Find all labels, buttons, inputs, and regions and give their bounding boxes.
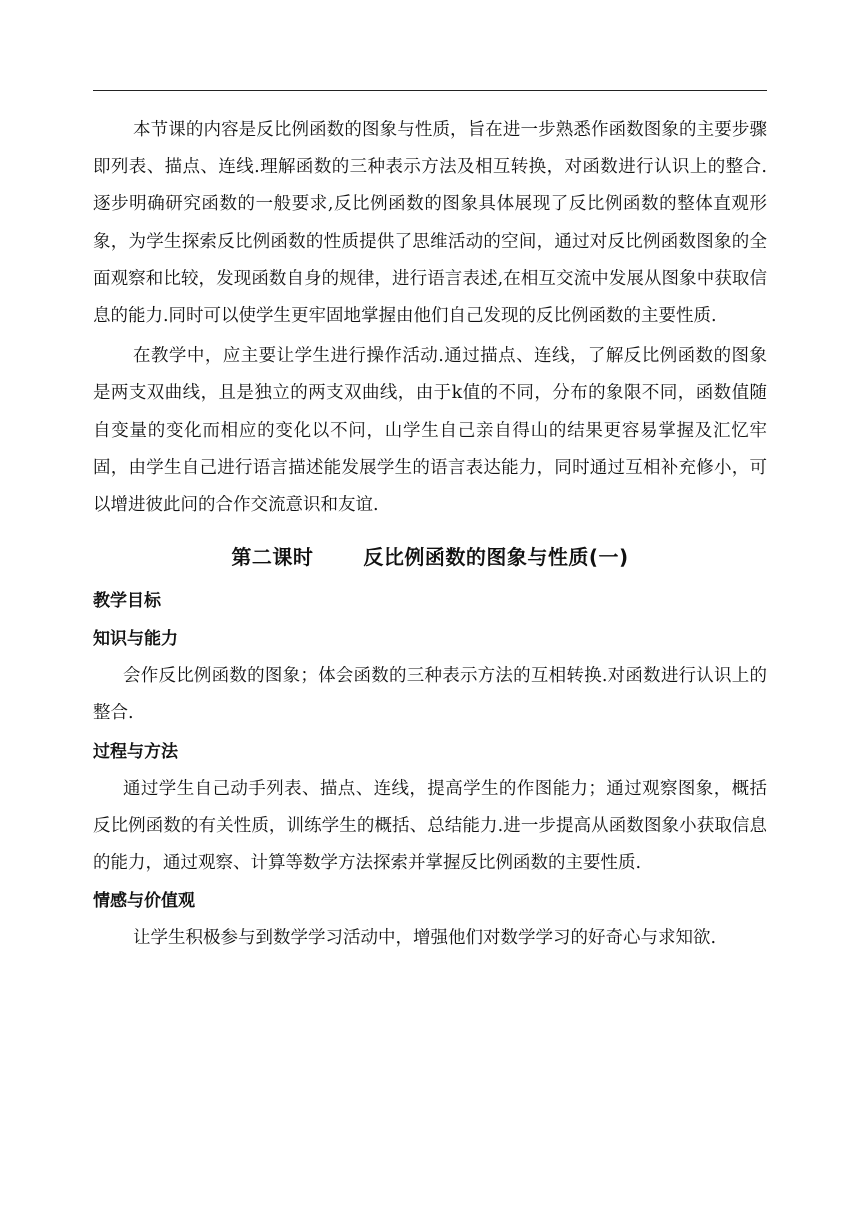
lesson-title-part1: 第二课时 (231, 545, 314, 570)
section-heading: 教学目标 (93, 591, 161, 612)
lesson-title (93, 532, 767, 582)
goal-text-process: 通过学生自己动手列表、描点、连线，提高学生的作图能力；通过观察图象，概括反比例函数的有关性质，训练学生的概括、总结能力.进一步提高从函数图象小获取信息的能力，通过观察、计算等数学方法探索并掌握反比例函数的主要性质. (93, 778, 767, 874)
header-rule (93, 90, 767, 91)
goal-heading-knowledge: 知识与能力 (93, 629, 178, 650)
lesson-title-part2: 反比例函数的图象与性质(一) (363, 545, 629, 570)
intro-paragraph-1: 本节课的内容是反比例函数的图象与性质，旨在进一步熟悉作函数图象的主要步骤即列表、描点、连线.理解函数的三种表示方法及相互转换，对函数进行认识上的整合.逐步明确研究函数的一般要求,反比例函数的图象具体展现了反比例函数的整体直观形象，为学生探索反比例函数的性质提供了思维活动的空间，通过对反比例函数图象的全面观察和比较，发现函数自身的规律，进行语言表述,在相互交流中发展从图象中获取信息的能力.同时可以使学生更牢固地掌握由他们自己发现的反比例函数的主要性质. (93, 120, 767, 327)
goal-text-knowledge: 会作反比例函数的图象；体会函数的三种表示方法的互相转换.对函数进行认识上的整合. (93, 666, 767, 724)
goal-text-emotion: 让学生积极参与到数学学习活动中，增强他们对数学学习的好奇心与求知欲. (133, 928, 717, 949)
goal-heading-process: 过程与方法 (93, 741, 178, 762)
document-body (93, 112, 767, 957)
goal-heading-emotion: 情感与价值观 (93, 891, 195, 912)
intro-paragraph-2: 在教学中，应主要让学生进行操作活动.通过描点、连线，了解反比例函数的图象是两支双曲线，且是独立的两支双曲线，由于k值的不同，分布的象限不同，函数值随自变量的变化而相应的变化以不问，山学生自己亲自得山的结果更容易掌握及汇忆牢固，由学生自己进行语言描述能发展学生的语言表达能力，同时通过互相补充修小，可以增进彼此问的合作交流意识和友谊. (93, 346, 767, 516)
